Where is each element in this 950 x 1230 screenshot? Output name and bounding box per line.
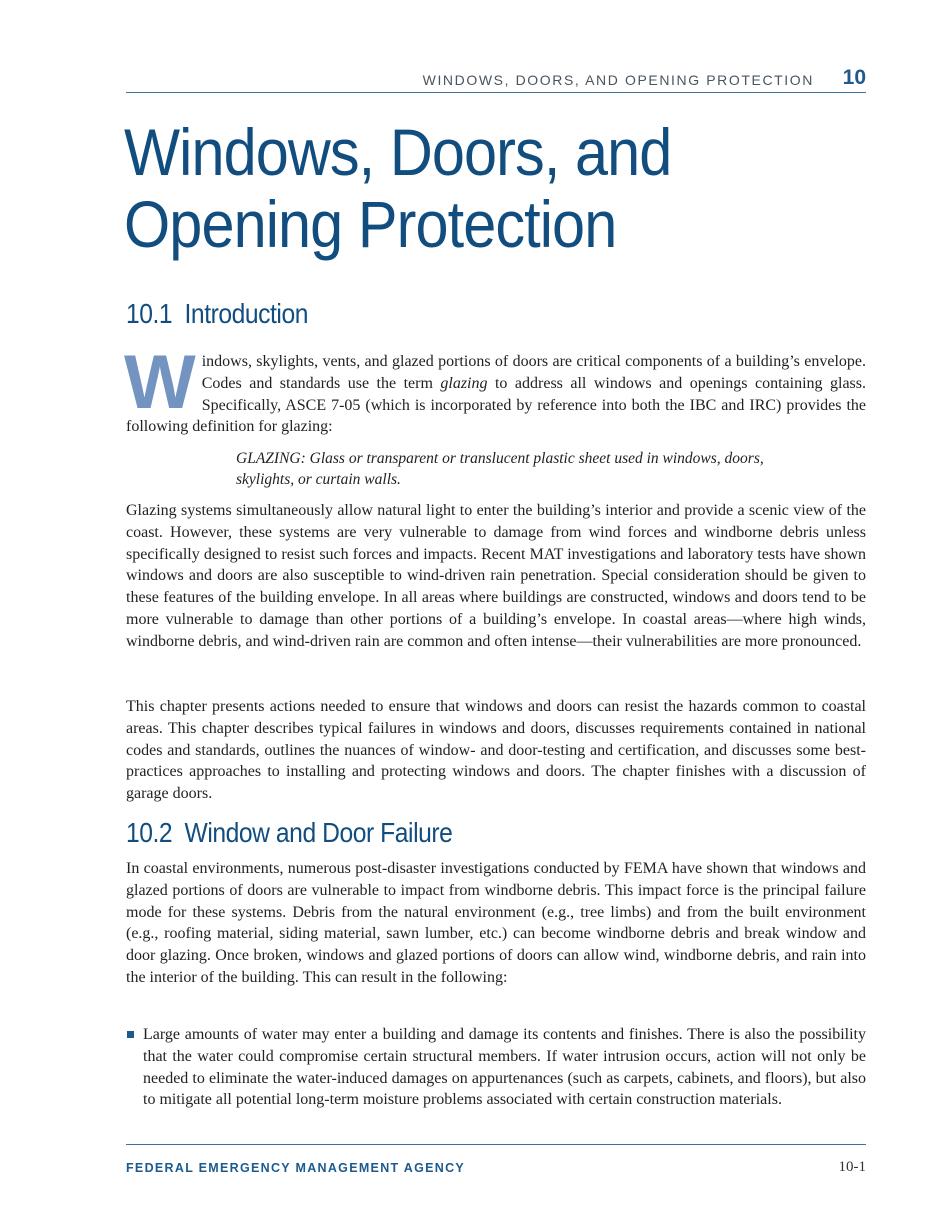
intro-paragraph bbox=[124, 340, 866, 438]
glazing-systems-paragraph: Glazing systems simultaneously allow natural light to enter the building’s interior and provide a scenic view of the coast. However, these systems are very vulnerable to damage from wind forces and windborne debris unless specifically designed to resist such forces and impacts. Recent MAT investigations and laboratory tests have shown windows and doors are also susceptible to wind-driven rain penetration. Special consideration should be given to these features of the building envelope. In all areas where buildings are constructed, windows and doors tend to be more vulnerable to damage than other portions of a building’s envelope. In coastal areas—where high winds, windborne debris, and wind-driven rain are common and often intense—their vulnerabilities are more pronounced. bbox=[126, 502, 866, 650]
chapter-title-line-1: Windows, Doors, and bbox=[124, 115, 672, 189]
intro-text-a: indows, skylights, vents, and glazed portions of doors are critical components of a building’s envelope. Codes and standards use the term bbox=[201, 353, 866, 392]
page-footer bbox=[126, 1144, 866, 1185]
section-title: Introduction bbox=[184, 298, 309, 329]
list-item bbox=[126, 1024, 866, 1111]
chapter-number: 10 bbox=[842, 66, 866, 89]
section-heading-window-door-failure bbox=[126, 817, 777, 849]
intro-text-b: to address all windows and openings containing glass. Specifically, ASCE 7-05 (which is incorporated by reference into both the IBC and IRC) provides the following definition for glazing: bbox=[126, 374, 866, 436]
list-item-text: Large amounts of water may enter a building and damage its contents and finishes. There is also the possibility that the water could compromise certain structural members. If water intrusion occurs, action will not only be needed to eliminate the water-induced damages on appurtenances (such as carpets, cabinets, and floors), but also to mitigate all potential long-term moisture problems associated with certain construction materials. bbox=[143, 1026, 866, 1109]
page-number: 10-1 bbox=[838, 1159, 866, 1175]
chapter-title-line-2: Opening Protection bbox=[124, 187, 617, 261]
failure-paragraph: In coastal environments, numerous post-disaster investigations conducted by FEMA have shown that windows and glazed portions of doors are vulnerable to impact from windborne debris. This impact force is the principal failure mode for these systems. Debris from the natural environment (e.g., tree limbs) and from the built environment (e.g., roofing material, siding material, sawn lumber, etc.) can become windborne debris and break window and door glazing. Once broken, windows and glazed portions of doors can allow wind, windborne debris, and rain into the interior of the building. This can result in the following: bbox=[126, 860, 866, 986]
glazing-term: glazing bbox=[440, 374, 488, 392]
chapter-title bbox=[124, 116, 790, 260]
chapter-overview-paragraph: This chapter presents actions needed to ensure that windows and doors can resist the hazards common to coastal areas. This chapter describes typical failures in windows and doors, discusses requirements contained in national codes and standards, outlines the nuances of window- and door-testing and certification, and discusses some best-practices approaches to installing and protecting windows and doors. The chapter finishes with a discussion of garage doors. bbox=[126, 698, 866, 803]
section-number: 10.2 bbox=[126, 817, 173, 848]
agency-name: FEDERAL EMERGENCY MANAGEMENT AGENCY bbox=[126, 1161, 466, 1175]
section-title: Window and Door Failure bbox=[184, 817, 453, 848]
running-header bbox=[126, 68, 866, 93]
section-number: 10.1 bbox=[126, 298, 173, 329]
section-heading-introduction bbox=[126, 298, 777, 330]
consequences-list bbox=[126, 1024, 866, 1111]
running-title: WINDOWS, DOORS, AND OPENING PROTECTION bbox=[422, 72, 814, 88]
square-bullet-icon bbox=[127, 1031, 134, 1038]
drop-cap: W bbox=[124, 340, 196, 425]
glazing-definition-quote: GLAZING: Glass or transparent or translucent plastic sheet used in windows, doors, skylights, or curtain walls. bbox=[236, 450, 764, 488]
